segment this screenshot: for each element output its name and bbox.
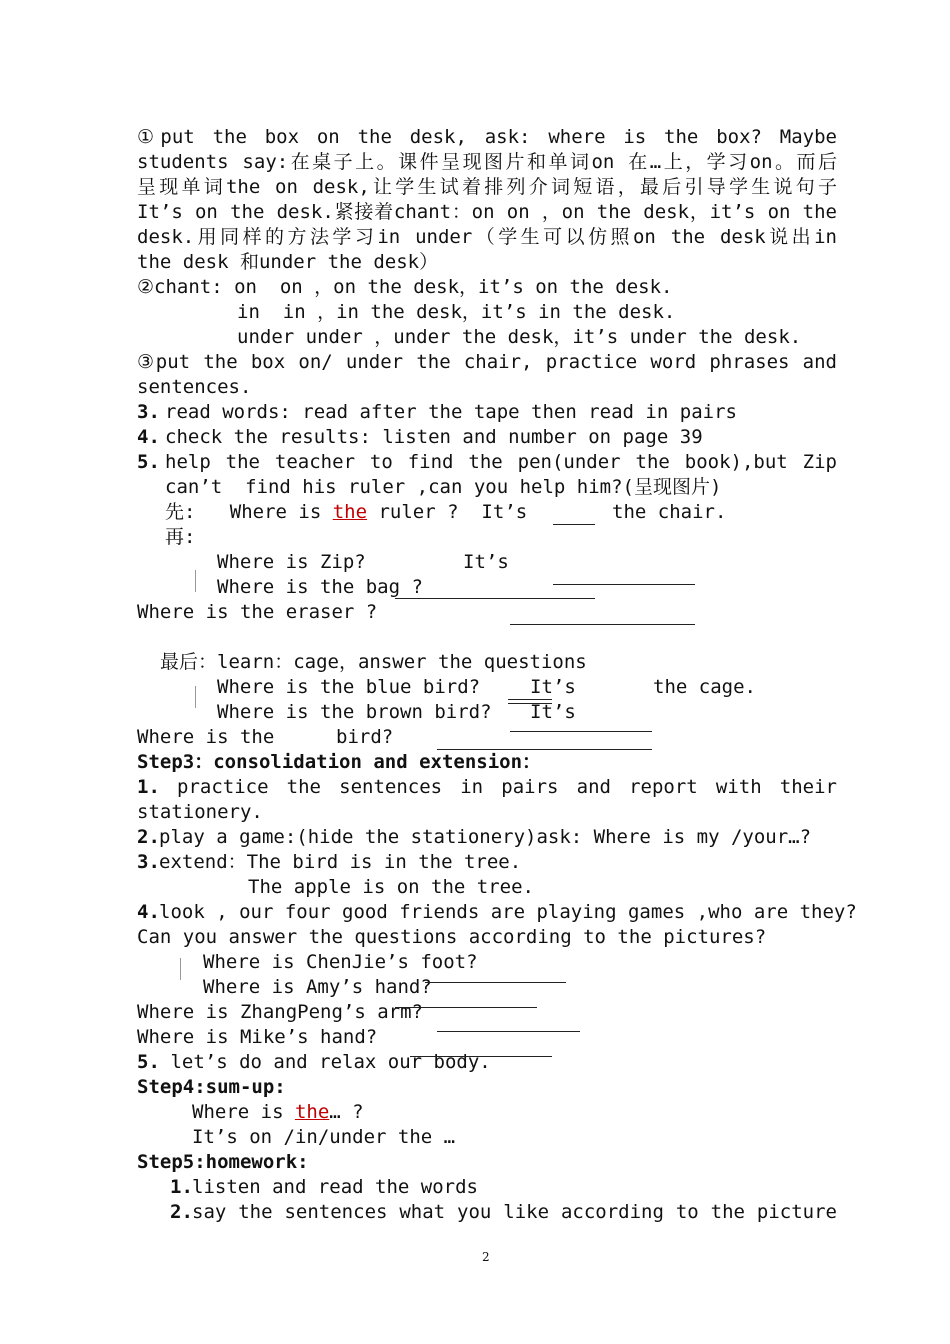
answer-blank bbox=[425, 982, 566, 983]
text-line: say the sentences what you like according to the picture bbox=[192, 1201, 837, 1223]
text-line: sentences. bbox=[137, 376, 252, 398]
summary-text: Where is bbox=[192, 1101, 295, 1123]
item-number: 5. bbox=[137, 451, 160, 473]
text-line: desk.用同样的方法学习in under（学生可以仿照on the desk说出in bbox=[137, 226, 837, 248]
item-number: 2. bbox=[137, 826, 160, 848]
margin-mark bbox=[195, 570, 196, 592]
answer-blank bbox=[410, 1056, 552, 1057]
summary-text: It’s on /in/under the … bbox=[192, 1126, 456, 1148]
item-number: 1. bbox=[137, 776, 160, 798]
question-text: Where is the bbox=[137, 726, 275, 748]
answer-blank bbox=[508, 703, 552, 704]
question-text: Where is ChenJie’s foot? bbox=[203, 951, 478, 973]
answer-text: the cage. bbox=[653, 676, 756, 698]
text-line: The apple is on the tree. bbox=[248, 876, 534, 898]
item-number: 3. bbox=[137, 851, 160, 873]
question-text: Where is the brown bird? bbox=[217, 701, 492, 723]
item-number: 2. bbox=[170, 1201, 193, 1223]
text-line: 再: bbox=[165, 526, 196, 548]
text-line: extend：The bird is in the tree. bbox=[159, 851, 522, 873]
text-line: read words: read after the tape then read in pairs bbox=[165, 401, 737, 423]
question-text: Where is Amy’s hand? bbox=[203, 976, 432, 998]
text-line: look , our four good friends are playing games ,who are they? bbox=[159, 901, 857, 923]
answer-blank bbox=[395, 598, 595, 599]
margin-mark bbox=[180, 958, 181, 980]
chant-line: ②chant: on on ，on the desk，it’s on the desk. bbox=[137, 276, 673, 298]
text-line: help the teacher to find the pen(under the book),but Zip bbox=[165, 451, 837, 473]
item-number: 5. bbox=[137, 1051, 160, 1073]
text-line: 最后：learn：cage，answer the questions bbox=[160, 651, 587, 673]
answer-text: It’s bbox=[530, 676, 576, 698]
text-line: stationery. bbox=[137, 801, 263, 823]
step-heading: Step4:sum-up: bbox=[137, 1076, 286, 1098]
item-number: 4. bbox=[137, 426, 160, 448]
question-text: Where is the bag ? bbox=[217, 576, 423, 598]
item-number: 3. bbox=[137, 401, 160, 423]
highlighted-word: the bbox=[294, 1101, 330, 1123]
answer-text: It’s bbox=[463, 551, 509, 573]
question-text: Where is ZhangPeng’s arm? bbox=[137, 1001, 423, 1023]
text-line: play a game:(hide the stationery)ask: Where is my /your…? bbox=[159, 826, 812, 848]
step-heading: Step5:homework: bbox=[137, 1151, 309, 1173]
margin-mark bbox=[195, 686, 196, 708]
text-line: It’s on the desk.紧接着chant：on on ，on the desk，it’s on the bbox=[137, 201, 837, 223]
text-line: ①put the box on the desk, ask: where is the box? Maybe bbox=[137, 126, 837, 148]
text-line: 呈现单词the on desk,让学生试着排列介词短语，最后引导学生说句子 bbox=[137, 176, 837, 198]
exercise-line bbox=[165, 500, 527, 525]
summary-line bbox=[192, 1100, 364, 1125]
text-line: ③put the box on/ under the chair, practice word phrases and bbox=[137, 351, 837, 373]
question-text: Where is Mike’s hand? bbox=[137, 1026, 378, 1048]
answer-blank bbox=[510, 731, 652, 732]
answer-blank bbox=[437, 1031, 580, 1032]
text-line: listen and read the words bbox=[192, 1176, 478, 1198]
question-text: bird? bbox=[336, 726, 394, 748]
item-number: 4. bbox=[137, 901, 160, 923]
question-text: Where is Zip? bbox=[217, 551, 366, 573]
answer-blank bbox=[395, 1007, 537, 1008]
exercise-text: ruler ? It’s bbox=[367, 501, 528, 523]
text-line: the desk 和under the desk） bbox=[137, 251, 439, 273]
item-number: 1. bbox=[170, 1176, 193, 1198]
page-number: 2 bbox=[482, 1250, 490, 1264]
summary-text: … ? bbox=[329, 1101, 364, 1123]
text-line: practice the sentences in pairs and report with their bbox=[177, 776, 837, 798]
answer-blank bbox=[510, 624, 695, 625]
text-line: Can you answer the questions according to the pictures? bbox=[137, 926, 767, 948]
exercise-text: 先: Where is bbox=[165, 501, 333, 523]
answer-text: It’s bbox=[530, 701, 576, 723]
text-line: let’s do and relax our body. bbox=[159, 1051, 491, 1073]
answer-blank bbox=[553, 584, 695, 585]
answer-blank bbox=[553, 524, 595, 525]
step-heading: Step3：consolidation and extension： bbox=[137, 751, 542, 773]
text-line: check the results: listen and number on page 39 bbox=[165, 426, 703, 448]
highlighted-word: the bbox=[332, 501, 368, 523]
chant-line: in in ，in the desk，it’s in the desk. bbox=[237, 301, 676, 323]
question-text: Where is the eraser ? bbox=[137, 601, 378, 623]
question-text: Where is the blue bird? bbox=[217, 676, 481, 698]
text-line: students say:在桌子上。课件呈现图片和单词on 在…上，学习on。而后 bbox=[137, 151, 837, 173]
text-line: can’t find his ruler ,can you help him?(呈现图片) bbox=[165, 476, 722, 498]
exercise-text: the chair. bbox=[612, 501, 727, 523]
chant-line: under under ，under the desk，it’s under the desk. bbox=[237, 326, 802, 348]
